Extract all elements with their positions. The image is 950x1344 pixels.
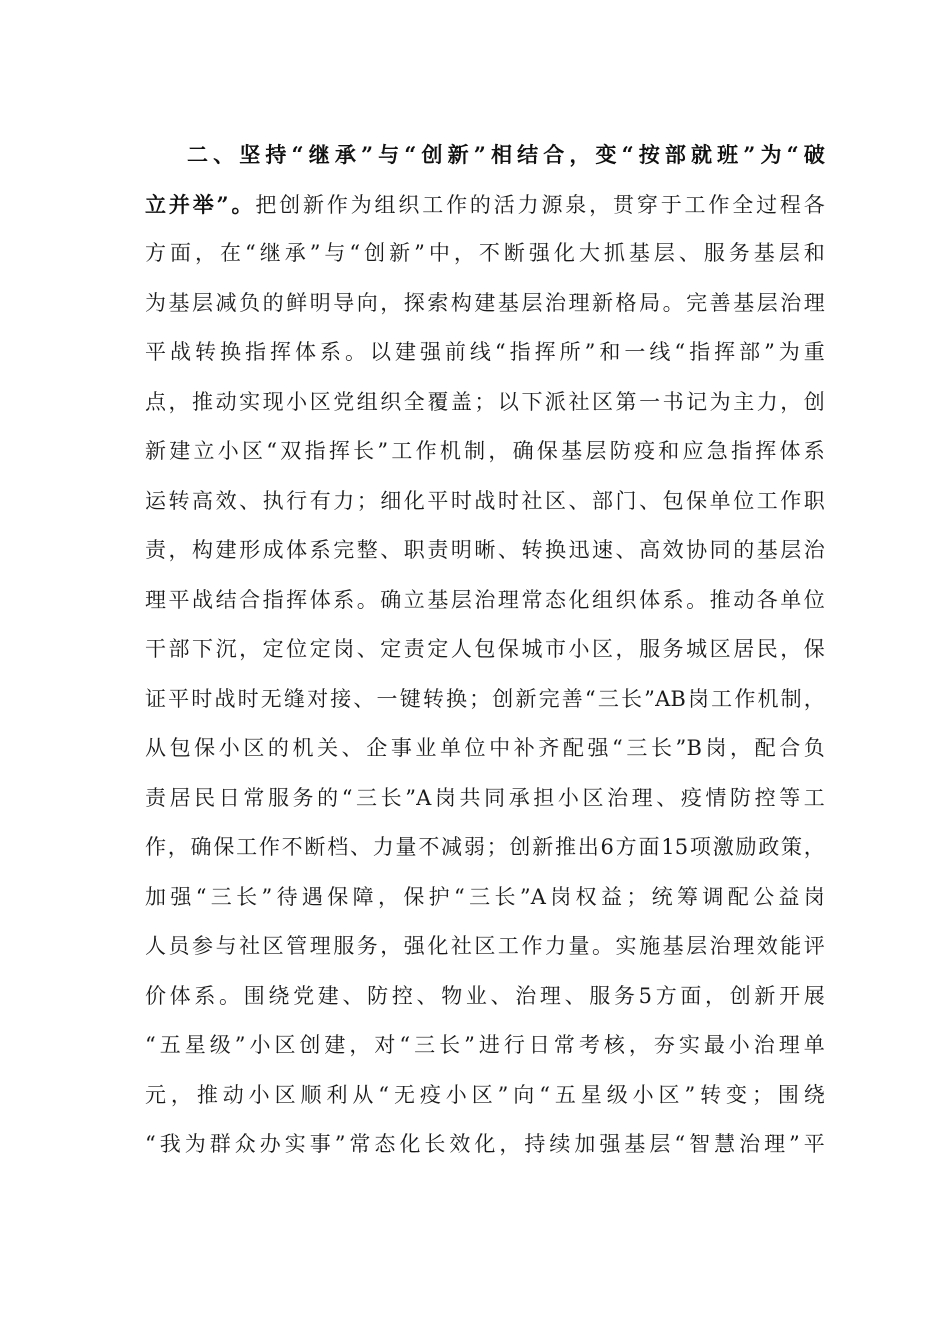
paragraph-line: 加强“三长”待遇保障，保护“三长”A岗权益；统筹调配公益岗 bbox=[145, 884, 825, 909]
paragraph-line: 价体系。围绕党建、防控、物业、治理、服务5方面，创新开展 bbox=[145, 983, 825, 1008]
paragraph-line: 理平战结合指挥体系。确立基层治理常态化组织体系。推动各单位 bbox=[145, 587, 825, 612]
paragraph-line: 作，确保工作不断档、力量不减弱；创新推出6方面15项激励政策， bbox=[145, 835, 825, 859]
paragraph-line: “我为群众办实事”常态化长效化，持续加强基层“智慧治理”平 bbox=[145, 1132, 825, 1156]
paragraph-line: 新建立小区“双指挥长”工作机制，确保基层防疫和应急指挥体系 bbox=[145, 439, 825, 463]
paragraph-line: 人员参与社区管理服务，强化社区工作力量。实施基层治理效能评 bbox=[145, 934, 825, 958]
paragraph-line bbox=[145, 180, 825, 230]
paragraph-line: 干部下沉，定位定岗、定责定人包保城市小区，服务城区居民，保 bbox=[145, 637, 825, 661]
paragraph-line: 点，推动实现小区党组织全覆盖；以下派社区第一书记为主力，创 bbox=[145, 389, 825, 414]
paragraph-line: 责居民日常服务的“三长”A岗共同承担小区治理、疫情防控等工 bbox=[145, 785, 825, 810]
paragraph-line: 方面，在“继承”与“创新”中，不断强化大抓基层、服务基层和 bbox=[145, 241, 825, 265]
paragraph-line: 元，推动小区顺利从“无疫小区”向“五星级小区”转变；围绕 bbox=[145, 1082, 825, 1107]
section-heading-end: 立并举”。 bbox=[145, 191, 256, 217]
paragraph-line: 运转高效、执行有力；细化平时战时社区、部门、包保单位工作职 bbox=[145, 488, 825, 513]
section-heading: 二、坚持“继承”与“创新”相结合，变“按部就班”为“破 bbox=[187, 142, 825, 167]
paragraph-line: 从包保小区的机关、企事业单位中补齐配强“三长”B岗，配合负 bbox=[145, 736, 825, 760]
paragraph-line: 责，构建形成体系完整、职责明晰、转换迅速、高效协同的基层治 bbox=[145, 538, 825, 562]
paragraph-line: 平战转换指挥体系。以建强前线“指挥所”和一线“指挥部”为重 bbox=[145, 340, 825, 364]
paragraph-text: 把创新作为组织工作的活力源泉，贯穿于工作全过程各 bbox=[255, 192, 825, 217]
body-paragraph bbox=[145, 130, 825, 1170]
paragraph-line: “五星级”小区创建，对“三长”进行日常考核，夯实最小治理单 bbox=[145, 1033, 825, 1057]
paragraph-line: 证平时战时无缝对接、一键转换；创新完善“三长”AB岗工作机制， bbox=[145, 686, 825, 711]
paragraph-line: 为基层减负的鲜明导向，探索构建基层治理新格局。完善基层治理 bbox=[145, 290, 825, 315]
